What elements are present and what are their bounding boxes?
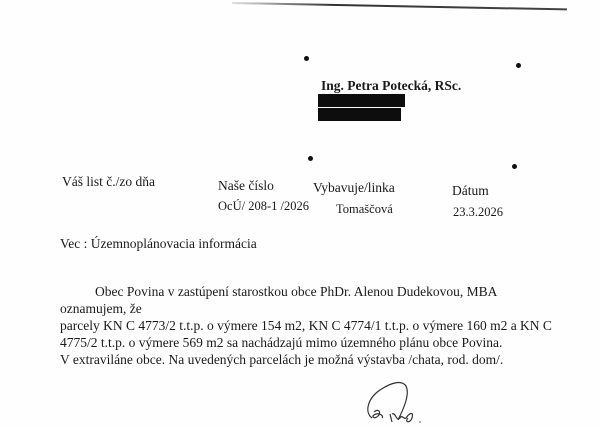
subject-line: Vec : Územnoplánovacia informácia bbox=[60, 236, 257, 251]
signature bbox=[360, 378, 440, 431]
body-line: parcely KN C 4773/2 t.t.p. o výmere 154 m2, KN C 4774/1 t.t.p. o výmere 160 m2 a KN C bbox=[60, 318, 552, 333]
body-line: Obec Povina v zastúpení starostkou obce PhDr. Alenou Dudekovou, MBA oznamujem, že bbox=[60, 284, 497, 316]
address-window-marker bbox=[304, 56, 309, 61]
body-line: V extraviláne obce. Na uvedených parcelách je možná výstavba /chata, rod. dom/. bbox=[60, 352, 504, 367]
redacted-address-line bbox=[318, 108, 401, 121]
handled-by-value: Tomaščová bbox=[336, 202, 393, 216]
letter-body bbox=[60, 283, 560, 368]
recipient-name: Ing. Petra Potecká, RSc. bbox=[321, 78, 462, 93]
our-number-value: OcÚ/ 208-1 /2026 bbox=[218, 199, 309, 213]
signature-icon bbox=[360, 378, 440, 426]
address-window-marker bbox=[516, 63, 521, 68]
body-line: 4775/2 t.t.p. o výmere 569 m2 sa nachádzajú mimo územného plánu obce Povina. bbox=[60, 335, 503, 350]
address-window-marker bbox=[308, 156, 313, 161]
redacted-address-line bbox=[318, 94, 405, 107]
your-letter-label: Váš list č./zo dňa bbox=[62, 174, 155, 189]
handled-by-label: Vybavuje/linka bbox=[313, 180, 395, 195]
date-label: Dátum bbox=[452, 183, 489, 198]
date-value: 23.3.2026 bbox=[453, 205, 503, 219]
address-window-marker bbox=[512, 164, 517, 169]
our-number-label: Naše číslo bbox=[218, 178, 274, 193]
header-rule bbox=[232, 2, 567, 10]
